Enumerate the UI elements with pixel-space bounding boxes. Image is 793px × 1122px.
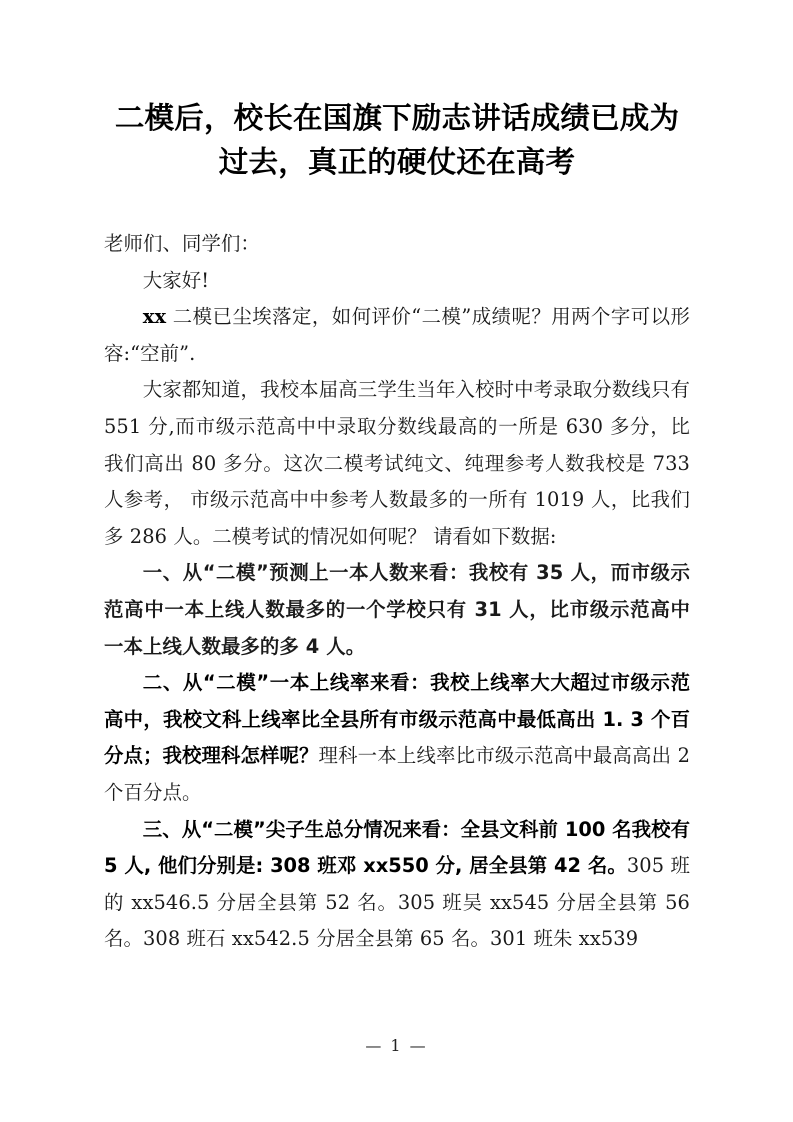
intro-rest-text: 二模已尘埃落定，如何评价“二模”成绩呢？用两个字可以形容:“空前”.: [104, 305, 690, 365]
section-three-bold-text: 三、从“二模”尖子生总分情况来看：全县文科前 100 名我校有 5 人, 他们分别是: 308 班邓 xx550 分, 居全县第 42 名。: [104, 817, 690, 878]
document-body: [104, 96, 690, 958]
paragraph-section-one: 一、从“二模”预测上一本人数来看：我校有 35 人，而市级示范高中一本上线人数最多的一个学校只有 31 人，比市级示范高中一本上线人数最多的多 4 人。: [104, 561, 690, 658]
section-two-bold-text: 二、从“二模”一本上线率来看：我校上线率大大超过市级示范高中，我校文科上线率比全县所有市级示范高中最低高出 1. 3 个百分点；我校理科怎样呢？: [104, 671, 690, 768]
document-content: [104, 226, 690, 958]
intro-bold-lead: xx: [142, 305, 167, 329]
paragraph-background: 大家都知道，我校本届高三学生当年入校时中考录取分数线只有 551 分,而市级示范高中中录取分数线最高的一所是 630 多分，比我们高出 80 多分。这次二模考试纯文、纯理参考人数我校是 733 人参考， 市级示范高中中参考人数最多的一所有 1019 人，比我们多 286 人。二模考试的情况如何呢？ 请看如下数据:: [104, 378, 690, 548]
page-number-footer: — 1 —: [365, 1036, 428, 1055]
salutation-line: 老师们、同学们：: [104, 232, 260, 255]
paragraph-intro: [104, 299, 690, 372]
section-two-regular-text: 理科一本上线率比市级示范高中最高高出 2 个百分点。: [104, 744, 691, 804]
page-title: 二模后，校长在国旗下励志讲话成绩已成为过去，真正的硬仗还在高考: [114, 101, 680, 179]
greeting-line: 大家好!: [142, 268, 210, 292]
section-three-regular-text: 305 班的 xx546.5 分居全县第 52 名。305 班吴 xx545 分居全县第 56 名。308 班石 xx542.5 分居全县第 65 名。301 班朱 xx539: [104, 854, 690, 951]
paragraph-section-two: [104, 665, 690, 811]
paragraph-section-three: [104, 812, 690, 958]
